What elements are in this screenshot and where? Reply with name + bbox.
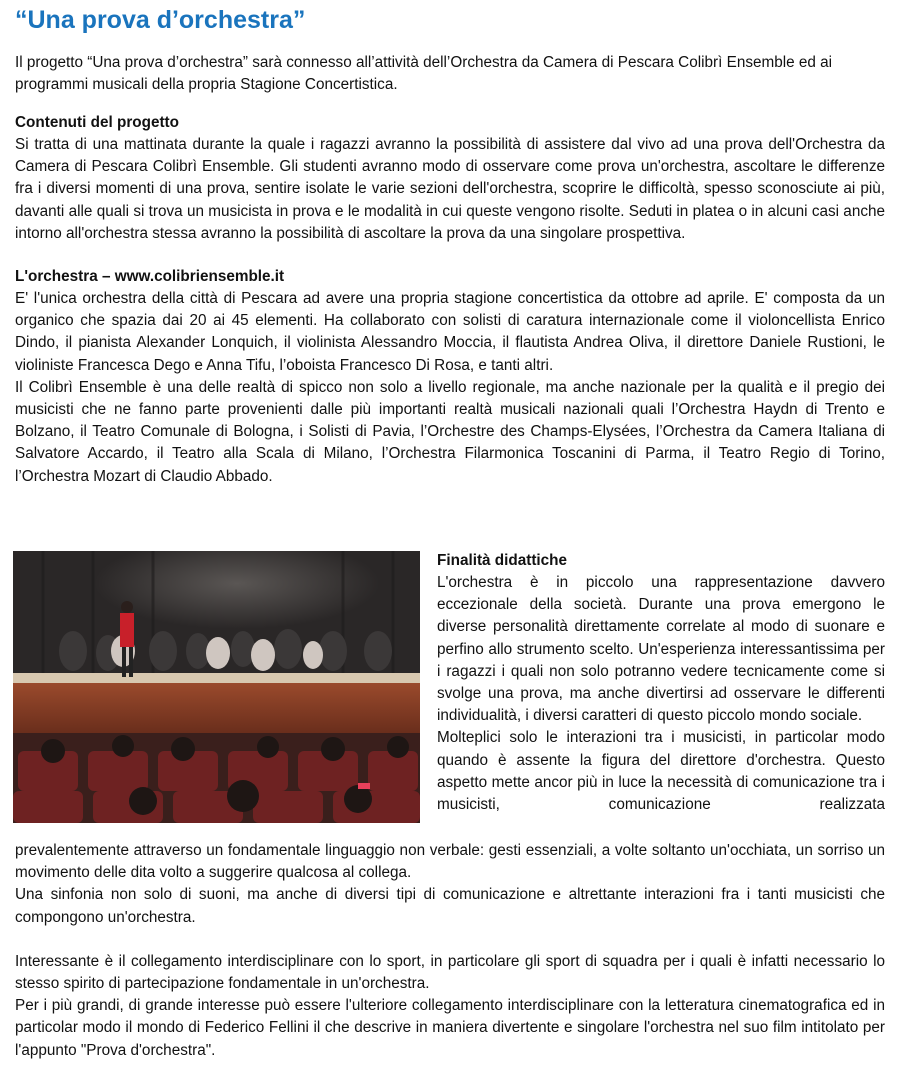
orchestra-heading: L'orchestra – www.colibriensemble.it	[15, 268, 285, 285]
orchestra-paragraph-1: E' l'unica orchestra della città di Pescara ad avere una propria stagione concertistica da ottobre ad aprile. E' composta da un organico che spazia dai 20 ai 45 elementi. Ha collaborato con solisti di caratura internazionale come il violoncellista Enrico Dindo, il pianista Alexander Lonquich, il violinista Alessandro Moccia, il flautista Andrea Oliva, il direttore Daniele Rustioni, le violiniste Francesca Dego e Anna Tifu, l’oboista Francesco Di Rosa, e tanti altri.	[15, 290, 885, 374]
finalita-continued	[15, 840, 885, 1062]
finalita-section	[437, 550, 885, 816]
finalita-paragraph-4: Interessante è il collegamento interdisciplinare con lo sport, in particolare gli sport di squadra per i quali è infatti necessario lo stesso spirito di partecipazione fondamentale in un'orchestra.	[15, 952, 885, 993]
contenuti-heading: Contenuti del progetto	[15, 114, 179, 131]
finalita-paragraph-1: L'orchestra è in piccolo una rappresentazione davvero eccezionale della società. Durante una prova emergono le diverse personalità direttamente correlate al modo di suonare e perfino allo strumento scelto. Un'esperienza interessantissima per i ragazzi i quali non solo potranno vedere tecnicamente come si svolge una prova, ma anche divertirsi ad osservare le differenti individualità, i diversi caratteri di questo piccolo mondo sociale.	[437, 574, 885, 725]
photo-illustration-icon	[13, 551, 420, 823]
page-title: “Una prova d’orchestra”	[15, 6, 306, 34]
contenuti-section	[15, 112, 885, 245]
finalita-paragraph-2-part-1: Molteplici solo le interazioni tra i musicisti, in particolar modo quando è assente la figura del direttore d'orchestra. Questo aspetto mette ancor più in luce la necessità di comunicazione tra i musicisti, comunicazione realizzata	[437, 729, 885, 814]
finalita-paragraph-2-part-2: prevalentemente attraverso un fondamentale linguaggio non verbale: gesti essenziali, a volte soltanto un'occhiata, un sorriso un movimento delle dita volto a suggerire qualcosa al collega.	[15, 842, 885, 882]
intro-paragraph: Il progetto “Una prova d’orchestra” sarà connesso all’attività dell’Orchestra da Camera di Pescara Colibrì Ensemble ed ai programmi musicali della propria Stagione Concertistica.	[15, 54, 833, 94]
orchestra-section	[15, 266, 885, 488]
intro-section	[15, 52, 885, 96]
finalita-heading: Finalità didattiche	[437, 552, 568, 569]
contenuti-paragraph: Si tratta di una mattinata durante la quale i ragazzi avranno la possibilità di assistere dal vivo ad una prova dell'Orchestra da Camera di Pescara Colibrì Ensemble. Gli studenti avranno modo di osservare come prova un'orchestra, ascoltare le differenze fra i diversi momenti di una prova, sentire isolate le varie sezioni dell'orchestra, scoprire le difficoltà, spesso sconosciute ai più, davanti alle quali si trova un musicista in prova e le modalità in cui queste vengono risolte. Seduti in platea o in alcuni casi anche intorno all'orchestra stessa avranno la possibilità di ascoltare la prova da una singolare prospettiva.	[15, 136, 885, 242]
orchestra-paragraph-2: Il Colibrì Ensemble è una delle realtà di spicco non solo a livello regionale, ma anche nazionale per la qualità e il pregio dei musicisti che ne fanno parte provenienti dalle più importanti realtà musicali nazionali quali l’Orchestra Haydn di Trento e Bolzano, il Teatro Comunale di Bologna, i Solisti di Pavia, l’Orchestre des Champs-Elysées, l’Orchestra da Camera Italiana di Salvatore Accardo, il Teatro alla Scala di Milano, l’Orchestra Filarmonica Toscanini di Parma, il Teatro Regio di Torino, l’Orchestra Mozart di Claudio Abbado.	[15, 378, 885, 485]
finalita-paragraph-5: Per i più grandi, di grande interesse può essere l'ulteriore collegamento interdisciplinare con la letteratura cinematografica ed in particolar modo il mondo di Federico Fellini il che descrive in maniera divertente e singolare l'orchestra nel suo film intitolato per l'appunto "Prova d'orchestra".	[15, 997, 885, 1059]
orchestra-rehearsal-photo	[13, 551, 420, 823]
finalita-paragraph-3: Una sinfonia non solo di suoni, ma anche di diversi tipi di comunicazione e altrettante interazioni fra i tanti musicisti che compongono un'orchestra.	[15, 886, 885, 926]
spacer	[15, 929, 885, 951]
